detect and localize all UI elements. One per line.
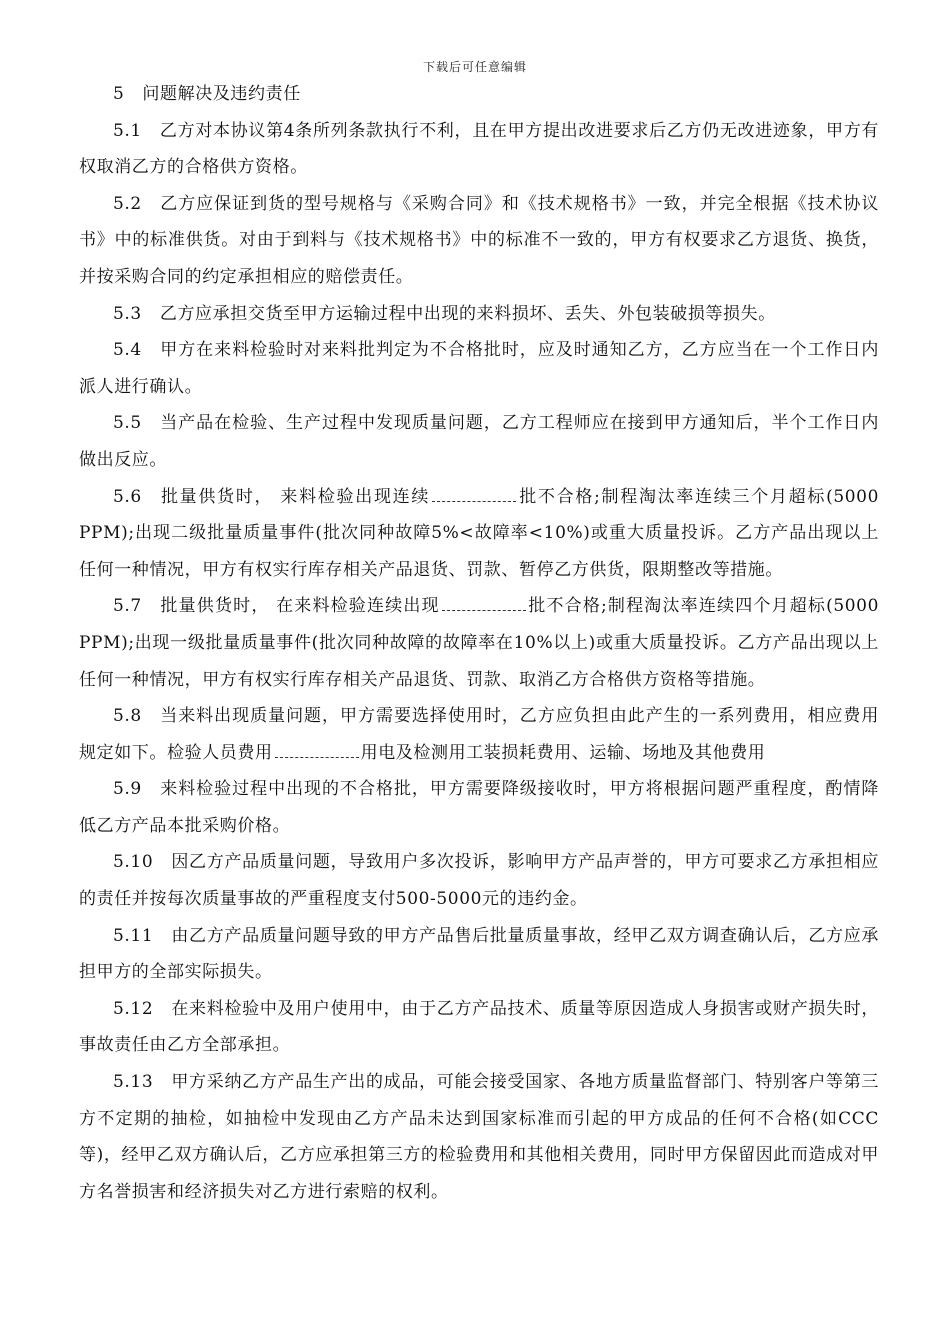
clause-text: 因乙方产品质量问题，导致用户多次投诉，影响甲方产品声誉的，甲方可要求乙方承担相应的责任并按每次质量事故的严重程度支付500-5000元的违约金。 bbox=[79, 852, 879, 910]
section-number: 5 bbox=[113, 84, 125, 104]
clause-5-5 bbox=[79, 405, 879, 478]
clause-number: 5.4 bbox=[113, 340, 142, 361]
clause-5-11 bbox=[79, 918, 879, 991]
clause-text: 由乙方产品质量问题导致的甲方产品售后批量质量事故，经甲乙双方调查确认后，乙方应承担甲方的全部实际损失。 bbox=[79, 925, 879, 983]
clause-text: 乙方对本协议第4条所列条款执行不利，且在甲方提出改进要求后乙方仍无改进迹象，甲方有权取消乙方的合格供方资格。 bbox=[79, 120, 879, 178]
clause-number: 5.13 bbox=[113, 1072, 154, 1093]
clause-number: 5.10 bbox=[113, 852, 154, 873]
clause-5-4 bbox=[79, 332, 879, 405]
clause-text: 甲方在来料检验时对来料批判定为不合格批时，应及时通知乙方，乙方应当在一个工作日内派人进行确认。 bbox=[79, 340, 879, 397]
clause-5-2 bbox=[79, 186, 879, 296]
clause-text: 乙方应承担交货至甲方运输过程中出现的来料损坏、丢失、外包装破损等损失。 bbox=[159, 303, 776, 324]
document-body bbox=[79, 76, 879, 1210]
clause-5-6 bbox=[79, 479, 879, 589]
fill-in-blank bbox=[442, 596, 526, 611]
clause-5-10 bbox=[79, 844, 879, 917]
clause-5-8 bbox=[79, 698, 879, 771]
clause-text-part-a: 批量供货时， 在来料检验连续出现 bbox=[159, 596, 440, 617]
clause-number: 5.2 bbox=[113, 193, 142, 214]
clause-text: 来料检验过程中出现的不合格批，甲方需要降级接收时，甲方将根据问题严重程度，酌情降低乙方产品本批采购价格。 bbox=[79, 779, 879, 836]
clause-number: 5.11 bbox=[113, 925, 154, 946]
clause-text: 在来料检验中及用户使用中，由于乙方产品技术、质量等原因造成人身损害或财产损失时，事故责任由乙方全部承担。 bbox=[79, 998, 879, 1056]
clause-5-3 bbox=[79, 296, 879, 333]
clause-text-part-a: 批量供货时， 来料检验出现连续 bbox=[159, 486, 431, 507]
clause-5-7 bbox=[79, 588, 879, 698]
section-title: 问题解决及违约责任 bbox=[142, 84, 301, 104]
clause-5-9 bbox=[79, 771, 879, 844]
clause-number: 5.7 bbox=[113, 596, 142, 617]
clause-5-13 bbox=[79, 1064, 879, 1210]
clause-text: 甲方采纳乙方产品生产出的成品，可能会接受国家、各地方质量监督部门、特别客户等第三方不定期的抽检，如抽检中发现由乙方产品未达到国家标准而引起的甲方成品的任何不合格(如CCC等)，经甲乙双方确认后，乙方应承担第三方的检验费用和其他相关费用，同时甲方保留因此而造成对甲方名誉损害和经济损失对乙方进行索赔的权利。 bbox=[79, 1072, 879, 1202]
clause-text-part-b: 批不合格;制程淘汰率连续三个月超标(5000 PPM);出现二级批量质量事件(批次同种故障5%<故障率<10%)或重大质量投诉。乙方产品出现以上任何一种情况，甲方有权实行库存相关产品退货、罚款、暂停乙方供货，限期整改等措施。 bbox=[79, 486, 879, 580]
section-heading bbox=[79, 76, 879, 113]
fill-in-blank bbox=[275, 743, 359, 758]
fill-in-blank bbox=[432, 487, 516, 502]
clause-number: 5.1 bbox=[113, 120, 142, 141]
clause-5-12 bbox=[79, 991, 879, 1064]
clause-text: 当产品在检验、生产过程中发现质量问题，乙方工程师应在接到甲方通知后，半个工作日内做出反应。 bbox=[79, 413, 879, 470]
header-watermark: 下载后可任意编辑 bbox=[422, 60, 527, 74]
clause-text-part-a: 当来料出现质量问题，甲方需要选择使用时，乙方应负担由此产生的一系列费用，相应费用规定如下。检验人员费用 bbox=[79, 706, 879, 763]
clause-number: 5.9 bbox=[113, 779, 142, 800]
clause-number: 5.5 bbox=[113, 413, 142, 434]
clause-text-part-b: 用电及检测用工装损耗费用、运输、场地及其他费用 bbox=[360, 742, 766, 763]
clause-text-part-b: 批不合格;制程淘汰率连续四个月超标(5000 PPM);出现一级批量质量事件(批次同种故障的故障率在10%以上)或重大质量投诉。乙方产品出现以上任何一种情况，甲方有权实行库存相关产品退货、罚款、取消乙方合格供方资格等措施。 bbox=[79, 596, 879, 690]
clause-number: 5.12 bbox=[113, 998, 154, 1019]
clause-number: 5.6 bbox=[113, 486, 142, 507]
clause-text: 乙方应保证到货的型号规格与《采购合同》和《技术规格书》一致，并完全根据《技术协议书》中的标准供货。对由于到料与《技术规格书》中的标准不一致的，甲方有权要求乙方退货、换货，并按采购合同的约定承担相应的赔偿责任。 bbox=[79, 193, 879, 287]
clause-5-1 bbox=[79, 113, 879, 186]
clause-number: 5.8 bbox=[113, 706, 142, 727]
clause-number: 5.3 bbox=[113, 303, 142, 324]
